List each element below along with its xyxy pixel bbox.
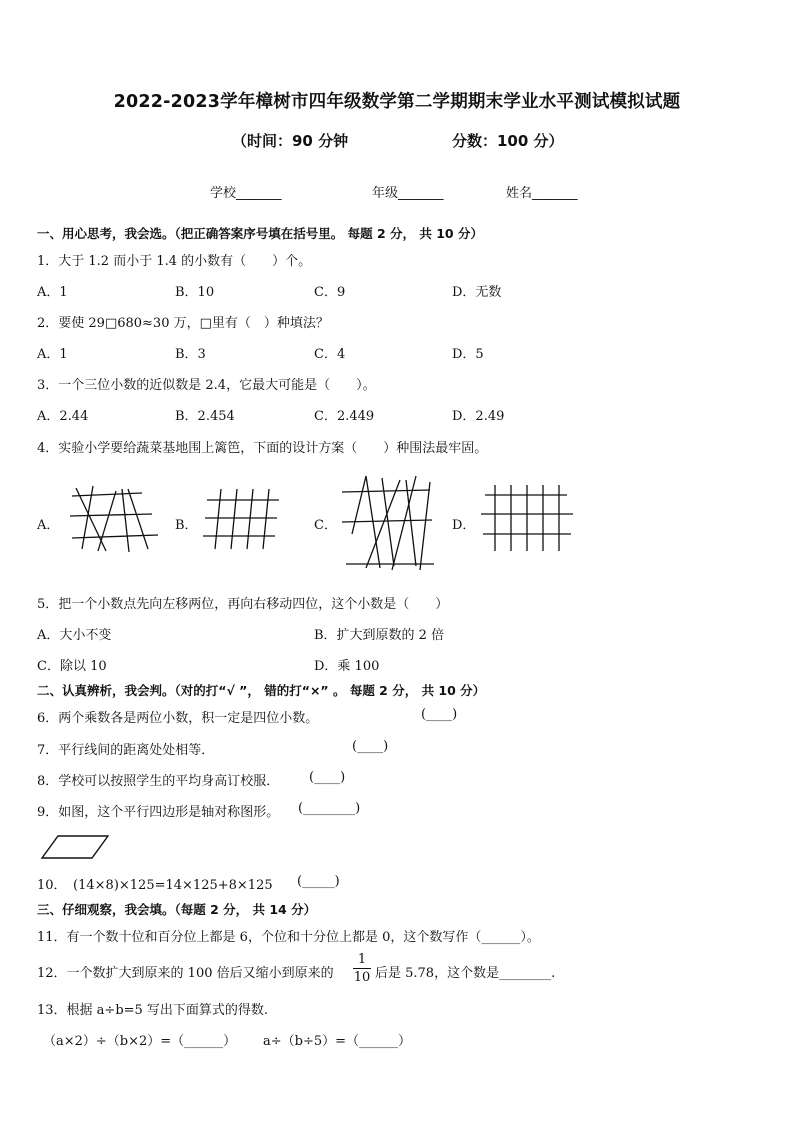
question-7: 7．平行线间的距离处处相等． — [37, 743, 215, 758]
question-2: 2．要使 29□680≈30 万，□里有（ ）种填法？ — [37, 316, 329, 331]
q1-option-d: D．无数 — [452, 285, 502, 300]
fraction-one-tenth — [353, 952, 371, 985]
exam-score: 分数：100 分） — [452, 132, 564, 150]
q3-option-b: B．2.454 — [175, 409, 235, 424]
q5-option-b: B．扩大到原数的 2 倍 — [314, 628, 445, 643]
q1-option-c: C．9 — [314, 285, 346, 300]
name-field: 姓名_______ — [506, 186, 578, 201]
q5-option-d: D．乘 100 — [314, 659, 380, 674]
q10-answer-blank[interactable]: (_____) — [297, 874, 340, 889]
fence-figure-a — [66, 483, 162, 555]
question-12-prefix: 12．一个数扩大到原来的 100 倍后又缩小到原来的 — [37, 966, 334, 981]
q2-option-a: A．1 — [37, 347, 68, 362]
question-1: 1．大于 1.2 而小于 1.4 的小数有（ ）个。 — [37, 254, 312, 269]
question-12-suffix: 后是 5.78，这个数是________. — [375, 966, 556, 981]
question-5: 5．把一个小数点先向左移两位，再向右移动四位，这个小数是（ ） — [37, 597, 449, 612]
q5-option-c: C．除以 10 — [37, 659, 107, 674]
q3-option-d: D．2.49 — [452, 409, 505, 424]
q4-option-c: C． — [314, 518, 337, 533]
section-3-heading: 三、仔细观察，我会填。（每题 2 分， 共 14 分） — [37, 902, 317, 917]
question-11: 11．有一个数十位和百分位上都是 6，个位和十分位上都是 0，这个数写作（______）。 — [37, 930, 540, 945]
question-9: 9．如图，这个平行四边形是轴对称图形。 — [37, 805, 280, 820]
q5-option-a: A．大小不变 — [37, 628, 112, 643]
section-2-heading: 二、认真辨析，我会判。（对的打“√ ”， 错的打“×” 。 每题 2 分， 共 10 分） — [37, 683, 486, 698]
page-title: 2022-2023学年樟树市四年级数学第二学期期末学业水平测试模拟试题 — [113, 92, 681, 112]
q8-answer-blank[interactable]: (____) — [309, 770, 346, 785]
question-6: 6．两个乘数各是两位小数，积一定是四位小数。 — [37, 711, 319, 726]
q3-option-c: C．2.449 — [314, 409, 375, 424]
q4-option-d: D． — [452, 518, 476, 533]
q7-answer-blank[interactable]: (____) — [352, 739, 389, 754]
fraction-numerator: 1 — [357, 952, 367, 967]
fence-figure-c — [340, 474, 436, 574]
q2-option-d: D．5 — [452, 347, 484, 362]
q3-option-a: A．2.44 — [37, 409, 89, 424]
q4-option-a: A． — [37, 518, 60, 533]
question-3: 3．一个三位小数的近似数是 2.4，它最大可能是（ ）。 — [37, 378, 376, 393]
parallelogram-figure — [40, 833, 110, 861]
question-8: 8．学校可以按照学生的平均身高订校服． — [37, 774, 280, 789]
fence-figure-b — [203, 487, 283, 551]
grade-field: 年级_______ — [372, 186, 444, 201]
q1-option-b: B．10 — [175, 285, 215, 300]
q9-answer-blank[interactable]: (________) — [298, 801, 361, 816]
q1-option-a: A．1 — [37, 285, 68, 300]
fraction-denominator: 10 — [353, 970, 371, 985]
q13-expression-1: （a×2）÷（b×2）=（______） — [43, 1034, 237, 1049]
q2-option-b: B．3 — [175, 347, 206, 362]
question-13: 13．根据 a÷b=5 写出下面算式的得数. — [37, 1003, 269, 1018]
q6-answer-blank[interactable]: (____) — [421, 707, 458, 722]
q2-option-c: C．4 — [314, 347, 346, 362]
question-10: 10． (14×8)×125=14×125+8×125 — [37, 878, 273, 893]
question-4: 4．实验小学要给蔬菜基地围上篱笆，下面的设计方案（ ）种围法最牢固。 — [37, 441, 488, 456]
q13-expression-2: a÷（b÷5）=（______） — [263, 1034, 412, 1049]
q4-option-b: B． — [175, 518, 198, 533]
section-1-heading: 一、用心思考，我会选。（把正确答案序号填在括号里。 每题 2 分， 共 10 分） — [37, 226, 483, 241]
fence-figure-d — [481, 483, 577, 555]
school-field: 学校_______ — [210, 186, 282, 201]
exam-time: （时间：90 分钟 — [232, 132, 349, 150]
